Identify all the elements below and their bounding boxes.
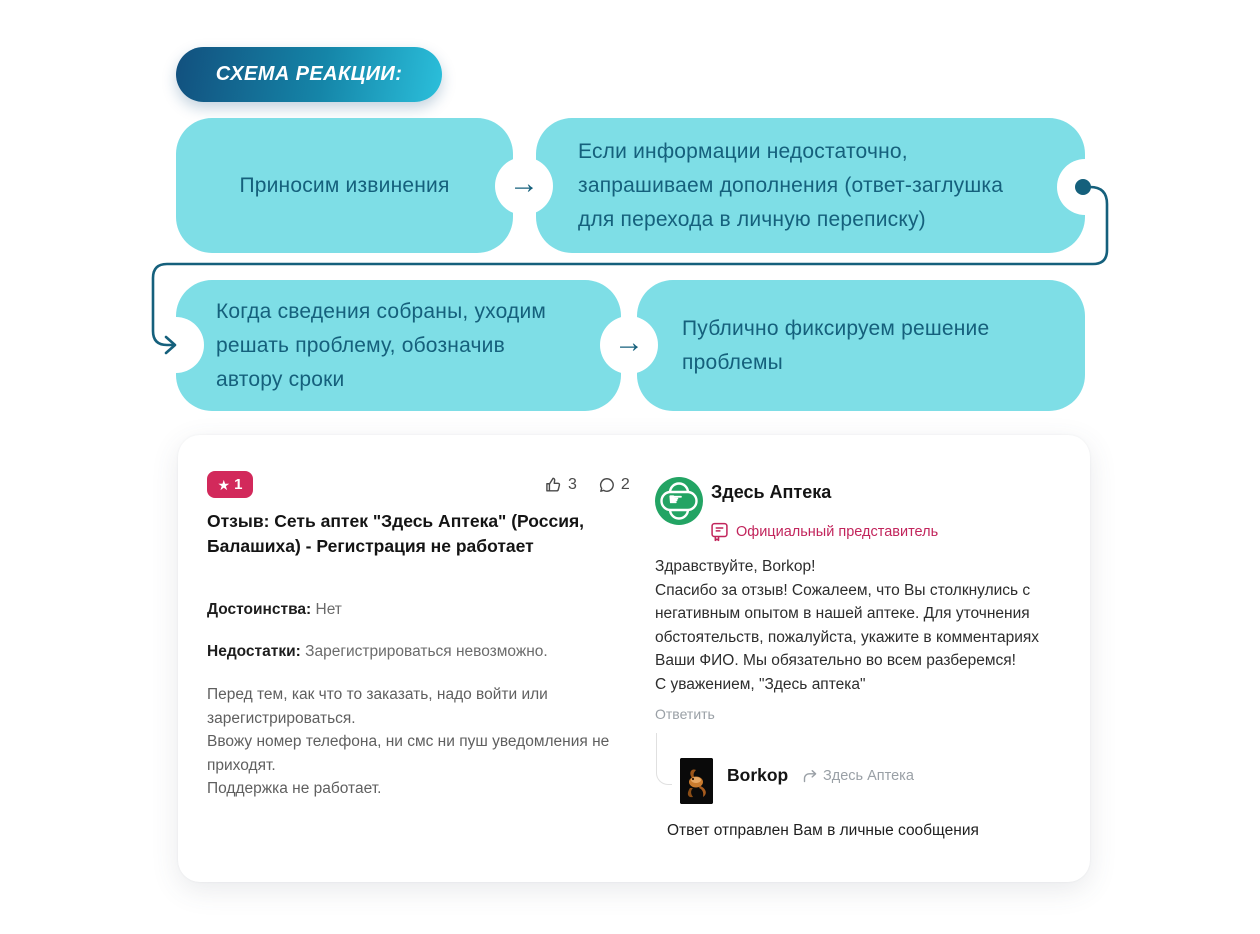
reactions-bar — [544, 475, 630, 495]
reply-arrow-icon — [803, 769, 818, 783]
username-link[interactable]: Borkop — [727, 765, 789, 785]
reply-to-row — [803, 768, 914, 784]
connector-notch — [1057, 159, 1113, 215]
flow-step-text: Когда сведения собраны, уходим — [216, 299, 547, 323]
answer-link[interactable]: Ответить — [655, 706, 715, 722]
flow-step-solve-problem — [176, 280, 621, 411]
comments-button[interactable] — [597, 475, 630, 495]
rating-value: 1 — [234, 476, 243, 493]
reply-body: Спасибо за отзыв! Сожалеем, что Вы столкнулись с негативным опытом в нашей аптеке. Для уточнения обстоятельств, пожалуйста, укажите в комментариях Ваши ФИО. Мы обязательно во всем разберемся! — [655, 581, 1039, 670]
official-representative-badge — [710, 521, 938, 542]
likes-count: 3 — [568, 476, 577, 493]
flow-step-text: запрашиваем дополнения (ответ-заглушка — [578, 173, 1004, 197]
review-title-link[interactable]: Отзыв: Сеть аптек "Здесь Аптека" (Россия, Балашиха) - Регистрация не работает — [207, 511, 585, 557]
flow-step-text: решать проблему, обозначив — [216, 333, 505, 357]
betta-fish-image — [680, 758, 713, 804]
comment-icon — [597, 475, 617, 495]
pros-value: Нет — [315, 601, 342, 618]
cons-line — [207, 643, 617, 661]
thumbs-up-icon — [544, 475, 564, 495]
review-body — [207, 683, 619, 801]
star-icon: ★ — [217, 476, 231, 493]
review-body-line: Ввожу номер телефона, ни смс ни пуш уведомления не приходят. — [207, 733, 610, 774]
pros-line — [207, 601, 617, 619]
arrow-right-icon — [600, 316, 658, 374]
flow-step-text: проблемы — [682, 350, 783, 374]
private-message-note: Ответ отправлен Вам в личные сообщения — [667, 822, 979, 839]
review-body-line: Поддержка не работает. — [207, 780, 382, 798]
scheme-title-badge — [176, 47, 442, 102]
reply-greeting: Здравствуйте, Borkop! — [655, 558, 816, 575]
reply-signature: С уважением, "Здесь аптека" — [655, 675, 866, 693]
flow-step-text: Приносим извинения — [239, 173, 450, 197]
thread-connector — [656, 733, 672, 785]
review-body-line: Перед тем, как что то заказать, надо войти или зарегистрироваться. — [207, 686, 548, 727]
flow-step-request-details — [536, 118, 1085, 253]
flow-step-text: Если информации недостаточно, — [578, 139, 908, 163]
company-logo — [655, 477, 703, 525]
rating-badge — [207, 471, 253, 498]
company-reply-text — [655, 555, 1070, 696]
certificate-icon — [710, 521, 729, 542]
likes-button[interactable] — [544, 475, 577, 495]
arrow-glyph: → — [509, 167, 539, 200]
official-representative-label: Официальный представитель — [736, 523, 939, 540]
company-name-link[interactable]: Здесь Аптека — [711, 482, 832, 502]
flow-step-text: для перехода в личную переписку) — [578, 207, 926, 231]
pros-label: Достоинства: — [207, 601, 312, 618]
cons-value: Зарегистрироваться невозможно. — [305, 643, 548, 660]
reply-to-name: Здесь Аптека — [823, 768, 914, 784]
review-card — [178, 435, 1090, 882]
flow-step-public-fix — [637, 280, 1085, 411]
flow-step-text: автору сроки — [216, 367, 345, 391]
arrow-glyph: → — [614, 326, 644, 359]
pointing-hand-icon: ☛ — [668, 490, 684, 509]
user-avatar[interactable] — [680, 758, 713, 804]
connector-notch — [148, 317, 204, 373]
flow-step-text: Публично фиксируем решение — [682, 316, 990, 340]
flow-step-apology — [176, 118, 513, 253]
cons-label: Недостатки: — [207, 643, 301, 660]
scheme-title: СХЕМА РЕАКЦИИ: — [215, 63, 403, 85]
arrow-right-icon — [495, 157, 553, 215]
comments-count: 2 — [620, 476, 630, 493]
